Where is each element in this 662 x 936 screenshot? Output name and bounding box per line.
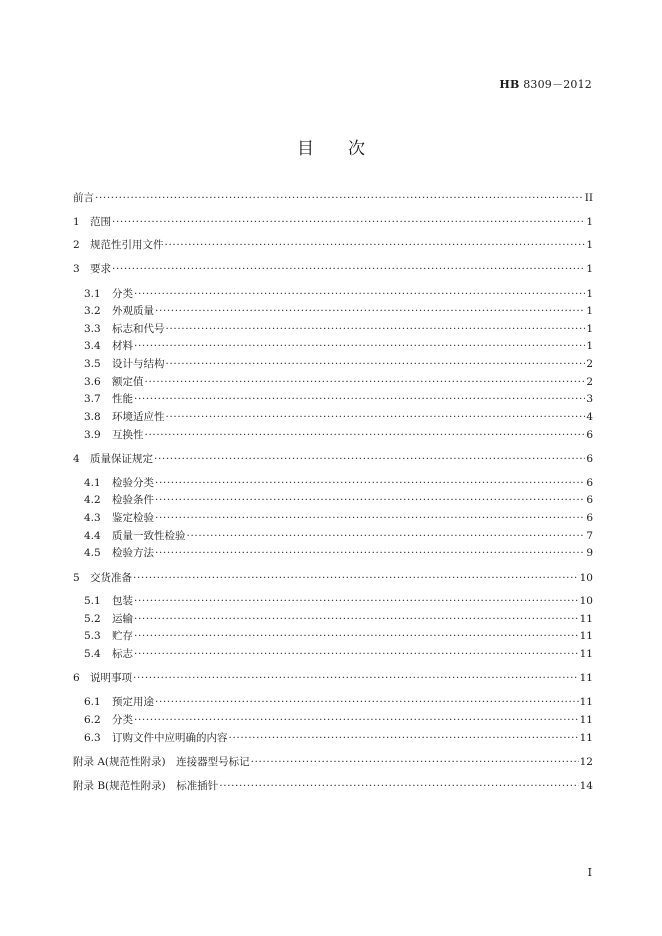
toc-entry-number: 4.2	[84, 494, 101, 506]
toc-entry-number: 3.9	[84, 429, 101, 441]
toc-entry-number: 2	[73, 239, 80, 251]
toc-entry[interactable]	[73, 261, 593, 277]
toc-entry-number: 4.3	[84, 512, 101, 524]
toc-leader-dots	[229, 730, 579, 746]
toc-entry[interactable]	[84, 593, 593, 609]
toc-entry-page: 1	[586, 340, 593, 352]
toc-title: 目次	[297, 139, 399, 159]
toc-leader-dots	[251, 754, 579, 770]
toc-entry-title: 额定值	[112, 376, 144, 388]
toc-leader-dots	[134, 628, 579, 644]
toc-entry[interactable]	[73, 214, 593, 230]
toc-entry-page: 1	[586, 288, 593, 300]
toc-entry-title: 检验条件	[112, 494, 154, 506]
toc-entry-page: 14	[579, 780, 593, 792]
toc-leader-dots	[134, 712, 579, 728]
toc-entry-page: II	[584, 192, 593, 204]
toc-entry-page: 9	[586, 547, 593, 559]
toc-entry-page: 2	[586, 358, 593, 370]
toc-entry[interactable]	[84, 545, 593, 561]
toc-entry[interactable]	[84, 409, 593, 425]
toc-entry-title: 分类	[112, 714, 133, 726]
toc-entry[interactable]	[84, 338, 593, 354]
toc-entry-page: 6	[586, 429, 593, 441]
toc-entry-title: 订购文件中应明确的内容	[112, 732, 228, 744]
toc-entry[interactable]	[73, 570, 593, 586]
toc-entry-page: 11	[579, 732, 593, 744]
toc-leader-dots	[134, 286, 585, 302]
toc-entry-number: 3.5	[84, 358, 101, 370]
toc-entry-number: 1	[73, 216, 80, 228]
toc-entry-page: 1	[586, 323, 593, 335]
toc-entry-title: 交货准备	[90, 572, 132, 584]
toc-leader-dots	[134, 338, 585, 354]
toc-entry[interactable]	[73, 754, 593, 770]
toc-leader-dots	[166, 356, 586, 372]
toc-entry-page: 6	[586, 512, 593, 524]
toc-entry[interactable]	[84, 321, 593, 337]
toc-entry[interactable]	[84, 374, 593, 390]
toc-entry-page: 7	[586, 530, 593, 542]
toc-entry[interactable]	[84, 427, 593, 443]
toc-entry[interactable]	[84, 510, 593, 526]
toc-entry[interactable]	[84, 303, 593, 319]
toc-entry-title: 贮存	[112, 630, 133, 642]
toc-entry-title: 质量一致性检验	[112, 530, 186, 542]
toc-leader-dots	[134, 593, 579, 609]
toc-leader-dots	[155, 303, 585, 319]
toc-entry-number: 4.4	[84, 530, 101, 542]
toc-entry-page: 11	[579, 613, 593, 625]
toc-entry-number: 5.2	[84, 613, 101, 625]
toc-leader-dots	[219, 778, 578, 794]
toc-entry-page: 10	[579, 595, 593, 607]
standard-code	[499, 76, 592, 92]
toc-entry-number: 6.1	[84, 696, 101, 708]
toc-entry-number: 4.1	[84, 477, 101, 489]
toc-entry-page: 11	[579, 648, 593, 660]
toc-entry[interactable]	[84, 712, 593, 728]
toc-entry-title: 材料	[112, 340, 133, 352]
toc-leader-dots	[95, 190, 584, 206]
toc-entry[interactable]	[73, 778, 593, 794]
toc-entry[interactable]	[73, 190, 593, 206]
toc-leader-dots	[187, 528, 586, 544]
toc-entry-page: 11	[579, 714, 593, 726]
toc-entry[interactable]	[84, 286, 593, 302]
toc-leader-dots	[155, 510, 585, 526]
toc-leader-dots	[112, 214, 585, 230]
toc-entry[interactable]	[84, 528, 593, 544]
toc-entry-number: 3.4	[84, 340, 101, 352]
toc-entry-number: 3.8	[84, 411, 101, 423]
page-number: I	[587, 866, 592, 879]
toc-entry-number: 3.6	[84, 376, 101, 388]
toc-leader-dots	[154, 451, 585, 467]
toc-leader-dots	[155, 694, 579, 710]
toc-entry-title: 互换性	[112, 429, 144, 441]
toc-entry-title: 设计与结构	[112, 358, 165, 370]
toc-entry-page: 6	[586, 477, 593, 489]
toc-entry-number: 5	[73, 572, 80, 584]
toc-entry-title: 范围	[90, 216, 111, 228]
toc-entry-number: 5.1	[84, 595, 101, 607]
toc-entry-number: 6.3	[84, 732, 101, 744]
toc-entry[interactable]	[84, 628, 593, 644]
toc-entry-page: 4	[586, 411, 593, 423]
standard-code-prefix: HB	[499, 78, 520, 91]
toc-entry-page: 6	[586, 494, 593, 506]
toc-entry-number: 6	[73, 672, 80, 684]
toc-leader-dots	[134, 391, 585, 407]
toc-leader-dots	[133, 570, 579, 586]
toc-entry-number: 3	[73, 263, 80, 275]
toc-entry[interactable]	[84, 646, 593, 662]
toc-entry-title: 附录 B(规范性附录) 标准插针	[73, 780, 219, 792]
toc-entry[interactable]	[84, 475, 593, 491]
toc-entry-title: 分类	[112, 288, 133, 300]
toc-entry-title: 预定用途	[112, 696, 154, 708]
toc-entry-title: 标志和代号	[112, 323, 165, 335]
toc-entry-number: 3.1	[84, 288, 101, 300]
toc-leader-dots	[166, 409, 586, 425]
toc-entry-number: 3.3	[84, 323, 101, 335]
toc-leader-dots	[155, 475, 585, 491]
toc-entry-number: 3.7	[84, 393, 101, 405]
toc-leader-dots	[155, 545, 585, 561]
toc-entry-page: 2	[586, 376, 593, 388]
toc-entry-title: 前言	[73, 192, 94, 204]
toc-entry[interactable]	[84, 492, 593, 508]
toc-leader-dots	[134, 611, 579, 627]
toc-entry-title: 包装	[112, 595, 133, 607]
toc-leader-dots	[145, 427, 586, 443]
toc-entry-title: 检验分类	[112, 477, 154, 489]
toc-entry-page: 11	[579, 696, 593, 708]
toc-entry-number: 6.2	[84, 714, 101, 726]
toc-entry-title: 运输	[112, 613, 133, 625]
toc-entry-title: 性能	[112, 393, 133, 405]
toc-entry-title: 质量保证规定	[90, 453, 153, 465]
toc-entry-page: 6	[586, 453, 593, 465]
toc-entry[interactable]	[84, 730, 593, 746]
toc-entry-page: 1	[586, 305, 593, 317]
toc-entry-number: 5.3	[84, 630, 101, 642]
toc-leader-dots	[155, 492, 585, 508]
toc-entry-title: 说明事项	[90, 672, 132, 684]
toc-entry-title: 鉴定检验	[112, 512, 154, 524]
toc-entry-number: 4.5	[84, 547, 101, 559]
toc-entry-title: 环境适应性	[112, 411, 165, 423]
toc-leader-dots	[133, 670, 579, 686]
toc-entry[interactable]	[84, 611, 593, 627]
toc-entry-page: 11	[579, 672, 593, 684]
toc-entry-page: 10	[579, 572, 593, 584]
toc-entry-page: 1	[586, 263, 593, 275]
toc-entry-number: 4	[73, 453, 80, 465]
toc-entry-title: 标志	[112, 648, 133, 660]
toc-entry-number: 5.4	[84, 648, 101, 660]
toc-entry-title: 外观质量	[112, 305, 154, 317]
toc-entry[interactable]	[84, 391, 593, 407]
toc-entry-page: 3	[586, 393, 593, 405]
standard-code-number: 8309－2012	[523, 78, 592, 91]
toc-entry-number: 3.2	[84, 305, 101, 317]
toc-entry-title: 规范性引用文件	[90, 239, 164, 251]
toc-entry-title: 附录 A(规范性附录) 连接器型号标记	[73, 756, 250, 768]
toc-entry-title: 要求	[90, 263, 111, 275]
toc-entry[interactable]	[73, 670, 593, 686]
toc-entry-page: 11	[579, 630, 593, 642]
toc-entry[interactable]	[84, 694, 593, 710]
toc-leader-dots	[145, 374, 586, 390]
toc-leader-dots	[165, 237, 586, 253]
toc-entry[interactable]	[73, 451, 593, 467]
toc-entry-page: 1	[586, 239, 593, 251]
toc-entry[interactable]	[73, 237, 593, 253]
toc-entry[interactable]	[84, 356, 593, 372]
toc-entry-page: 12	[579, 756, 593, 768]
toc-leader-dots	[134, 646, 579, 662]
toc-leader-dots	[112, 261, 585, 277]
toc-entry-page: 1	[586, 216, 593, 228]
toc-entry-title: 检验方法	[112, 547, 154, 559]
toc-leader-dots	[166, 321, 586, 337]
